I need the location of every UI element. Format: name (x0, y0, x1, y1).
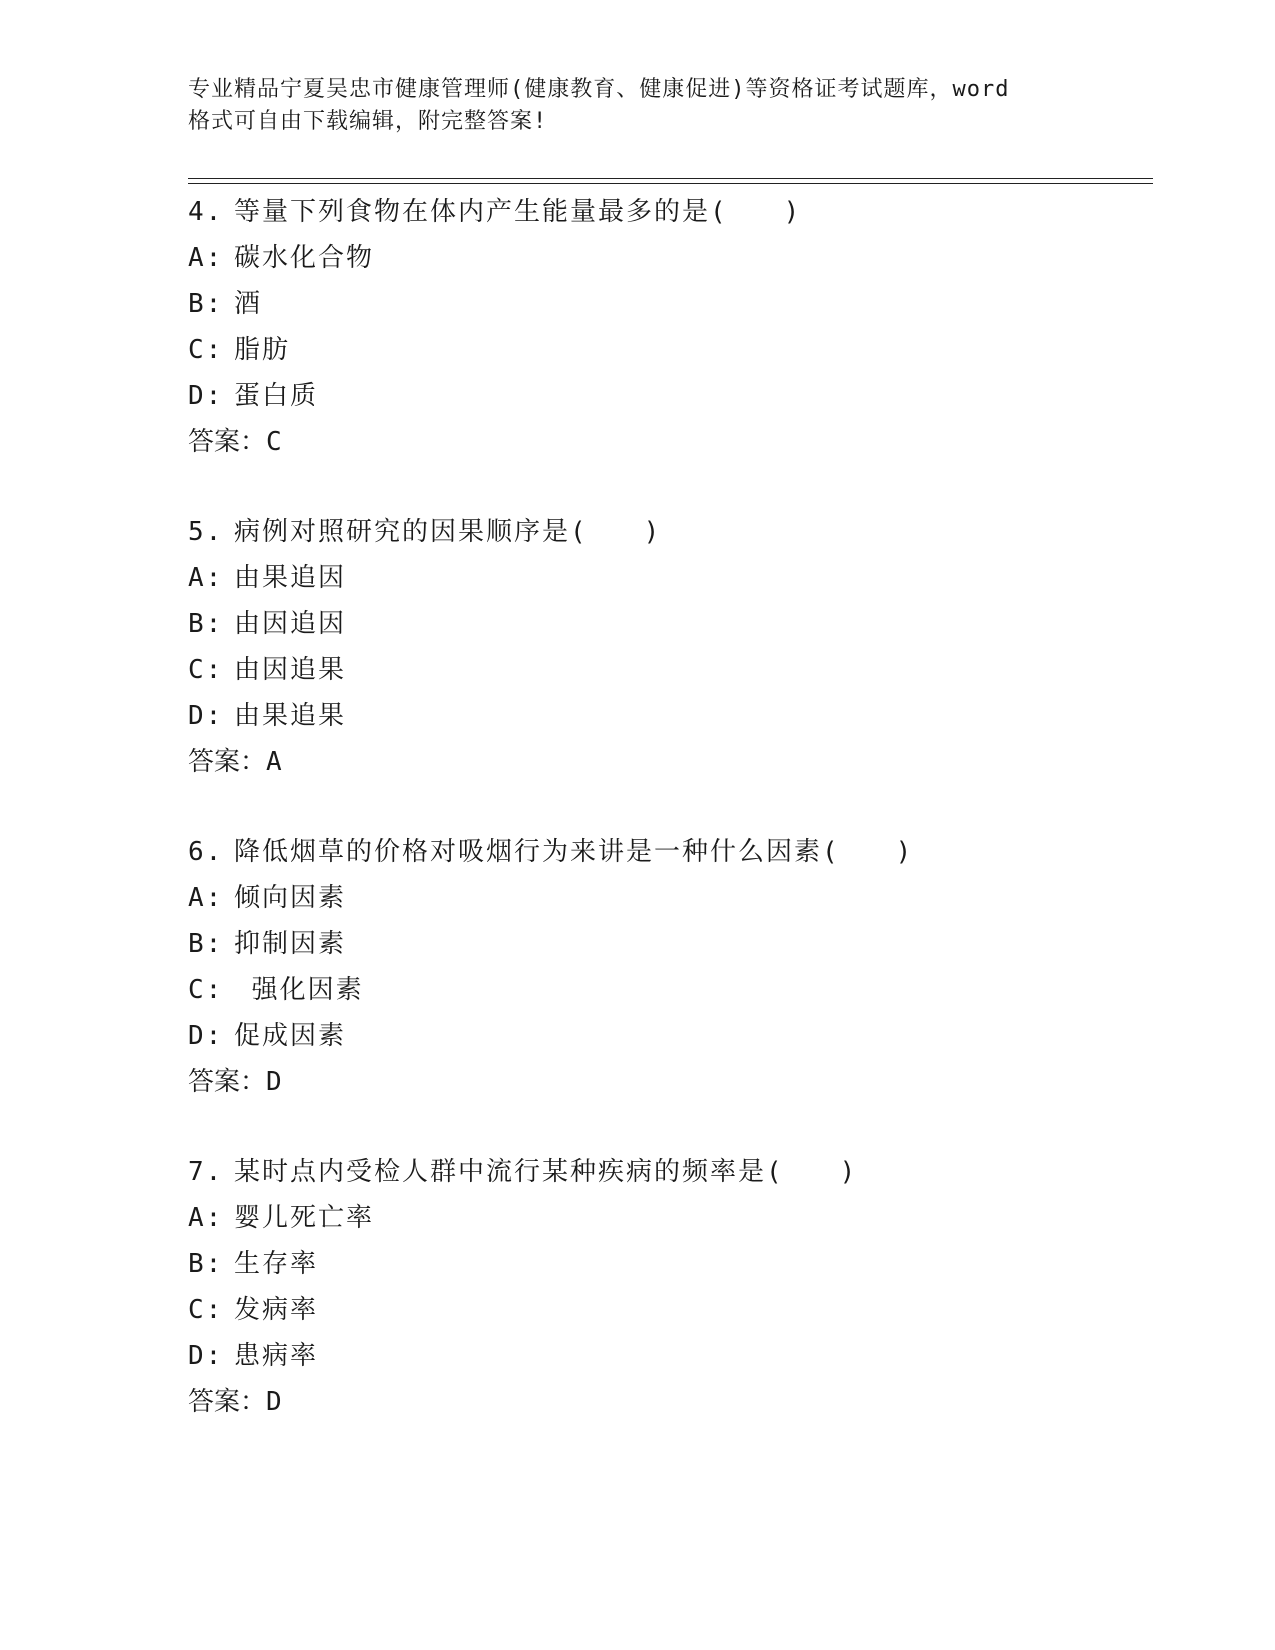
option-text: 生存率 (234, 1249, 319, 1279)
header-line-2: 格式可自由下载编辑，附完整答案! (188, 109, 548, 134)
option-key: C: (188, 1295, 224, 1325)
option-c (188, 967, 1148, 1013)
question-6 (188, 829, 1148, 1105)
answer-value: A (266, 747, 284, 777)
answer-line (188, 1379, 1148, 1425)
option-text: 由果追果 (234, 701, 347, 731)
option-text: 酒 (234, 289, 263, 319)
option-text: 倾向因素 (234, 883, 347, 913)
option-b (188, 601, 1148, 647)
question-text: 某时点内受检人群中流行某种疾病的频率是( ) (234, 1157, 858, 1187)
question-number: 4. (188, 197, 224, 227)
option-c (188, 647, 1148, 693)
option-text: 婴儿死亡率 (234, 1203, 375, 1233)
option-d (188, 1333, 1148, 1379)
answer-line (188, 739, 1148, 785)
option-a (188, 235, 1148, 281)
option-c (188, 327, 1148, 373)
option-text: 促成因素 (234, 1021, 347, 1051)
question-number: 7. (188, 1157, 224, 1187)
answer-label: 答案： (188, 427, 267, 457)
question-text: 等量下列食物在体内产生能量最多的是( ) (234, 197, 802, 227)
option-text: 蛋白质 (234, 381, 319, 411)
option-key: B: (188, 1249, 224, 1279)
answer-value: C (266, 427, 284, 457)
option-text: 由因追果 (234, 655, 347, 685)
answer-line (188, 1059, 1148, 1105)
option-b (188, 1241, 1148, 1287)
option-d (188, 693, 1148, 739)
option-c (188, 1287, 1148, 1333)
option-key: B: (188, 289, 224, 319)
question-stem (188, 509, 1148, 555)
option-key: C: (188, 655, 224, 685)
option-text: 由因追因 (234, 609, 347, 639)
document-header (188, 74, 1068, 138)
option-d (188, 373, 1148, 419)
option-key: D: (188, 381, 224, 411)
option-text: 脂肪 (234, 335, 291, 365)
option-b (188, 921, 1148, 967)
question-number: 5. (188, 517, 224, 547)
question-number: 6. (188, 837, 224, 867)
option-key: B: (188, 929, 224, 959)
question-stem (188, 829, 1148, 875)
option-key: C: (188, 335, 224, 365)
answer-label: 答案： (188, 1387, 267, 1417)
header-line-1: 专业精品宁夏吴忠市健康管理师(健康教育、健康促进)等资格证考试题库，word (188, 77, 1010, 102)
question-4 (188, 189, 1148, 465)
answer-value: D (266, 1387, 284, 1417)
question-7 (188, 1149, 1148, 1425)
question-text: 降低烟草的价格对吸烟行为来讲是一种什么因素( ) (234, 837, 914, 867)
option-text: 患病率 (234, 1341, 319, 1371)
option-key: A: (188, 883, 224, 913)
question-stem (188, 189, 1148, 235)
question-list (188, 189, 1148, 1469)
option-key: A: (188, 243, 224, 273)
option-text: 碳水化合物 (234, 243, 375, 273)
option-text: 抑制因素 (234, 929, 347, 959)
option-key: D: (188, 1021, 224, 1051)
answer-line (188, 419, 1148, 465)
option-text: 由果追因 (234, 563, 347, 593)
option-key: B: (188, 609, 224, 639)
answer-value: D (266, 1067, 284, 1097)
answer-label: 答案： (188, 747, 267, 777)
question-stem (188, 1149, 1148, 1195)
option-text: 发病率 (234, 1295, 319, 1325)
option-b (188, 281, 1148, 327)
option-key: D: (188, 1341, 224, 1371)
question-text: 病例对照研究的因果顺序是( ) (234, 517, 662, 547)
option-d (188, 1013, 1148, 1059)
option-key: C: (188, 975, 224, 1005)
option-key: A: (188, 563, 224, 593)
option-a (188, 1195, 1148, 1241)
header-divider-top (188, 178, 1153, 179)
option-key: A: (188, 1203, 224, 1233)
question-5 (188, 509, 1148, 785)
option-key: D: (188, 701, 224, 731)
answer-label: 答案： (188, 1067, 267, 1097)
option-text: 强化因素 (234, 975, 364, 1005)
option-a (188, 875, 1148, 921)
option-a (188, 555, 1148, 601)
header-divider-bottom (188, 183, 1153, 184)
